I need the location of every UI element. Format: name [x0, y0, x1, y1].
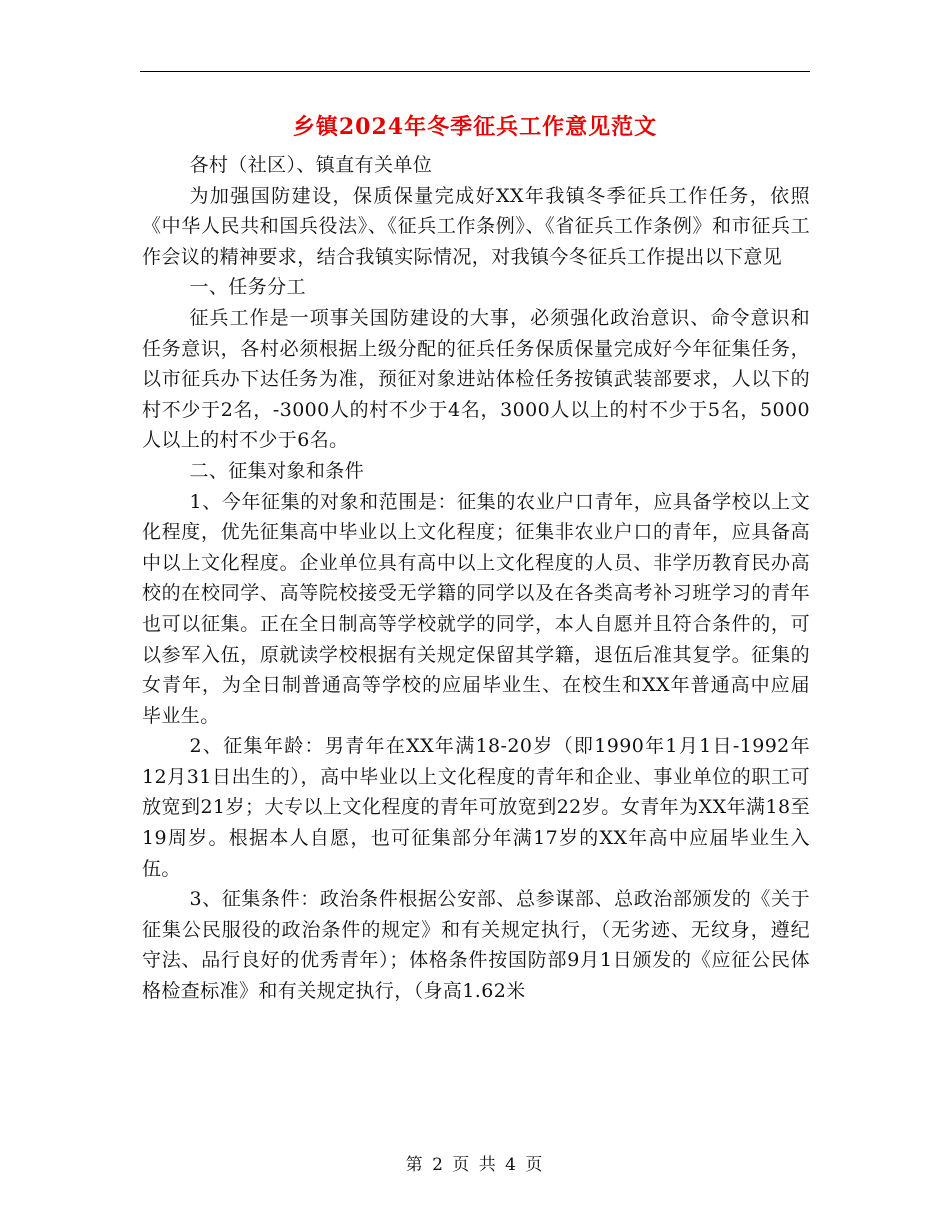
section-heading-recruitment-targets: 二、征集对象和条件 [189, 459, 365, 482]
recruitment-scope-paragraph: 1、今年征集的对象和范围是：征集的农业户口青年，应具备学校以上文化程度，优先征集高中毕业以上文化程度；征集非农业户口的青年，应具备高中以上文化程度。企业单位具有高中以上文化程度的人员、非学历教育民办高校的在校同学、高等院校接受无学籍的同学以及在各类高考补习班学习的青年也可以征集。正在全日制高等学校就学的同学，本人自愿并且符合条件的，可以参军入伍，原就读学校根据有关规定保留其学籍，退伍后准其复学。征集的女青年，为全日制普通高等学校的应届毕业生、在校生和XX年普通高中应届毕业生。 [142, 490, 810, 727]
intro-paragraph: 为加强国防建设，保质保量完成好XX年我镇冬季征兵工作任务，依照《中华人民共和国兵役法》、《征兵工作条例》、《省征兵工作条例》和市征兵工作会议的精神要求，结合我镇实际情况，对我镇今冬征兵工作提出以下意见 [142, 184, 810, 268]
header-rule [140, 71, 810, 72]
document-title: 乡镇2024年冬季征兵工作意见范文 [292, 114, 658, 140]
task-division-paragraph: 征兵工作是一项事关国防建设的大事，必须强化政治意识、命令意识和任务意识，各村必须根据上级分配的征兵任务保质保量完成好今年征集任务，以市征兵办下达任务为准，预征对象进站体检任务按镇武装部要求，人以下的村不少于2名，-3000人的村不少于4名，3000人以上的村不少于5名，5000人以上的村不少于6名。 [142, 306, 810, 452]
section-heading-task-division: 一、任务分工 [189, 276, 306, 299]
document-body [142, 150, 810, 1007]
salutation-paragraph: 各村（社区）、镇直有关单位 [189, 154, 433, 176]
recruitment-conditions-paragraph: 3、征集条件：政治条件根据公安部、总参谋部、总政治部颁发的《关于征集公民服役的政治条件的规定》和有关规定执行，（无劣迹、无纹身，遵纪守法、品行良好的优秀青年）；体格条件按国防部9月1日颁发的《应征公民体格检查标准》和有关规定执行，（身高1.62米 [142, 888, 810, 1003]
page-footer: 第 2 页 共 4 页 [405, 1155, 545, 1175]
recruitment-age-paragraph: 2、征集年龄：男青年在XX年满18-20岁（即1990年1月1日-1992年12月31日出生的），高中毕业以上文化程度的青年和企业、事业单位的职工可放宽到21岁；大专以上文化程度的青年可放宽到22岁。女青年为XX年满18至19周岁。根据本人自愿，也可征集部分年满17岁的XX年高中应届毕业生入伍。 [142, 735, 810, 880]
